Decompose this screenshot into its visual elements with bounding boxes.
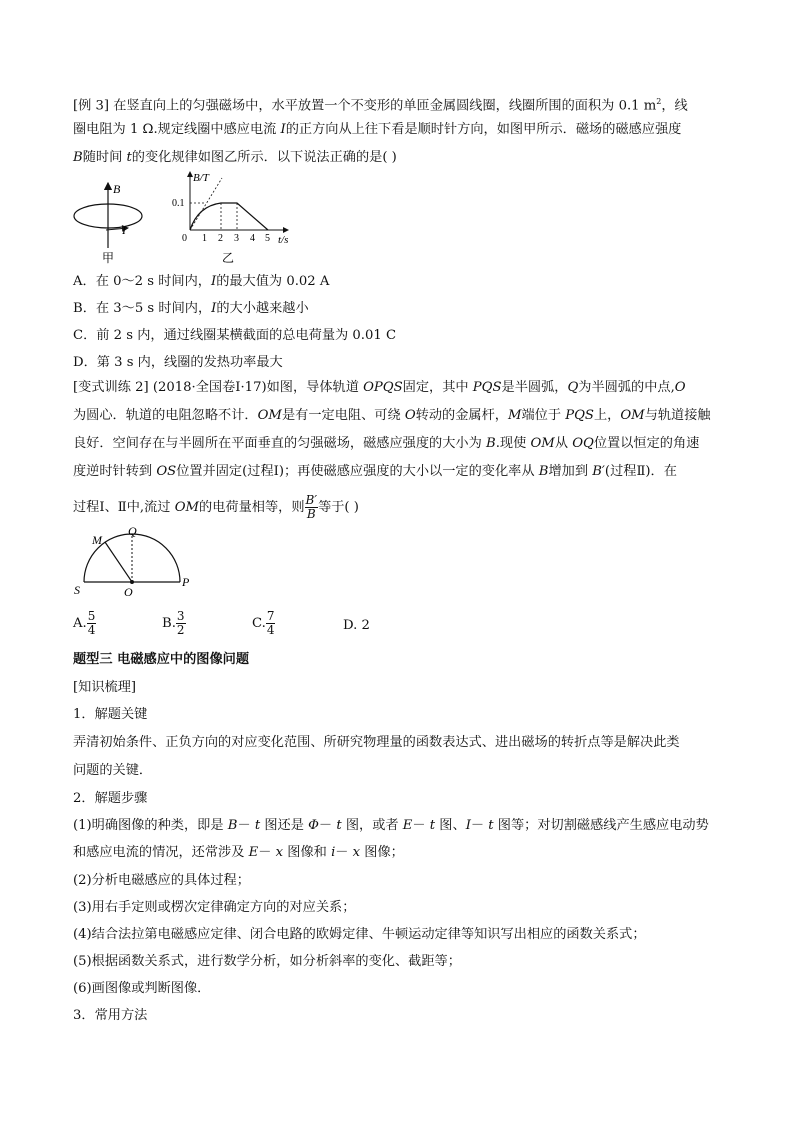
superscript: 2 bbox=[656, 97, 662, 106]
item2-title: 2．解题步骤 bbox=[73, 791, 148, 806]
bt-curve bbox=[190, 203, 268, 230]
option-text: 的最大值为 0.02 A bbox=[216, 274, 330, 289]
label-Q: Q bbox=[128, 524, 137, 538]
symbol: PQS bbox=[472, 380, 502, 395]
option-fraction bbox=[87, 610, 97, 637]
rod-om bbox=[105, 542, 132, 582]
fraction-numerator: 3 bbox=[176, 609, 185, 623]
caption-jia: 甲 bbox=[102, 251, 115, 265]
coil-figure bbox=[70, 178, 160, 263]
option-letter: C. bbox=[252, 616, 266, 631]
step-text: － bbox=[237, 818, 255, 833]
fraction-denominator: 2 bbox=[176, 623, 185, 637]
x-tick: 4 bbox=[250, 233, 255, 244]
variant-text: 从 bbox=[554, 436, 573, 451]
step-text: － bbox=[318, 818, 337, 833]
semicircle-figure bbox=[70, 524, 190, 600]
variant-text: .现使 bbox=[495, 436, 531, 451]
variant-text: 转动的金属杆， bbox=[415, 408, 508, 423]
variant-text: 度逆时针转到 bbox=[73, 464, 157, 479]
fraction-numerator: B′ bbox=[305, 493, 318, 507]
symbol: O bbox=[674, 380, 686, 395]
symbol: Φ bbox=[308, 818, 319, 833]
step2: (2)分析电磁感应的具体过程； bbox=[73, 873, 250, 888]
symbol: OM bbox=[257, 408, 282, 423]
variant-text: 位置并固定(过程Ⅰ)；再使磁感应强度的大小以一定的变化率从 bbox=[176, 464, 539, 479]
fraction-numerator: 5 bbox=[87, 609, 96, 623]
symbol: B bbox=[486, 436, 496, 451]
variant-text: 是半圆弧， bbox=[501, 380, 568, 395]
step-text: 图等；对切割磁感线产生感应电动势 bbox=[493, 818, 709, 833]
variant-text: 固定，其中 bbox=[402, 380, 473, 395]
step4: (4)结合法拉第电磁感应定律、闭合电路的欧姆定律、牛顿运动定律等知识写出相应的函数关系式； bbox=[73, 927, 646, 942]
symbol: M bbox=[507, 408, 522, 423]
option-letter: B. bbox=[162, 616, 176, 631]
label-M: M bbox=[92, 533, 102, 547]
example3-option-b bbox=[73, 299, 309, 319]
label-I: I bbox=[122, 223, 126, 237]
variant-text: 良好．空间存在与半圆所在平面垂直的匀强磁场，磁感应强度的大小为 bbox=[73, 436, 487, 451]
fraction-numerator: 7 bbox=[266, 609, 275, 623]
x-tick: 3 bbox=[234, 233, 239, 244]
variant2-line5 bbox=[73, 494, 359, 521]
x-tick: 2 bbox=[218, 233, 223, 244]
symbol: OM bbox=[530, 436, 555, 451]
label-O: O bbox=[124, 585, 133, 599]
example3-line3 bbox=[73, 148, 397, 168]
example3-line2 bbox=[73, 120, 681, 140]
item1-text-line1: 弄清初始条件、正负方向的对应变化范围、所研究物理量的函数表达式、进出磁场的转折点等是解决此类 bbox=[73, 735, 680, 750]
caption-yi: 乙 bbox=[222, 251, 235, 265]
variant-text: 位置以恒定的角速 bbox=[593, 436, 700, 451]
step6: (6)画图像或判断图像． bbox=[73, 981, 211, 996]
variant-text: 与轨道接触 bbox=[644, 408, 711, 423]
example3-text: 的变化规律如图乙所示．以下说法正确的是( ) bbox=[131, 150, 397, 165]
step-text: － bbox=[470, 818, 489, 833]
y-axis-label: B/T bbox=[193, 172, 209, 184]
variant2-line1 bbox=[73, 378, 686, 398]
x-tick: 5 bbox=[265, 233, 270, 244]
example3-option-a bbox=[73, 272, 329, 292]
step-text: 图还是 bbox=[260, 818, 309, 833]
ratio-fraction bbox=[305, 494, 319, 521]
symbol: OM bbox=[620, 408, 645, 423]
example3-text: 的正方向从上往下看是顺时针方向，如图甲所示．磁场的磁感应强度 bbox=[285, 122, 682, 137]
item1-title: 1．解题关键 bbox=[73, 707, 148, 722]
option-letter: A. bbox=[73, 616, 87, 631]
knowledge-label: [知识梳理] bbox=[73, 680, 137, 695]
step3: (3)用右手定则或楞次定律确定方向的对应关系； bbox=[73, 900, 356, 915]
symbol: B bbox=[227, 818, 238, 833]
symbol: PQS bbox=[565, 408, 594, 423]
variant2-line4 bbox=[73, 462, 677, 482]
step-text: 图像； bbox=[360, 845, 404, 860]
symbol: B′ bbox=[592, 464, 605, 479]
example3-line1 bbox=[73, 92, 688, 116]
symbol-t: t bbox=[126, 150, 132, 165]
variant-text: 为圆心．轨道的电阻忽略不计． bbox=[73, 408, 258, 423]
example3-text: [例 3] 在竖直向上的匀强磁场中，水平放置一个不变形的单匝金属圆线圈，线圈所围的面积为 0.1 m bbox=[73, 98, 657, 114]
fraction-denominator: 4 bbox=[87, 623, 96, 637]
example3-text: 随时间 bbox=[82, 150, 127, 165]
step-text: 图，或者 bbox=[341, 818, 403, 833]
variant-text: 增加到 bbox=[548, 464, 593, 479]
step-text: － bbox=[412, 818, 430, 833]
variant-text: 过程Ⅰ、Ⅱ中,流过 bbox=[73, 500, 175, 515]
symbol: t bbox=[429, 818, 436, 833]
variant-text: [变式训练 2] (2018·全国卷Ⅰ·17)如图，导体轨道 bbox=[73, 380, 364, 395]
option-fraction bbox=[176, 610, 186, 637]
variant-text: 等于( ) bbox=[318, 500, 359, 515]
variant2-option-a bbox=[73, 610, 96, 637]
option-text: A．在 0～2 s 时间内， bbox=[73, 274, 211, 289]
symbol-I: I bbox=[210, 274, 217, 289]
step1-line2 bbox=[73, 843, 404, 863]
item1-text-line2: 问题的关键． bbox=[73, 763, 153, 778]
variant-text: 端位于 bbox=[521, 408, 566, 423]
symbol-I: I bbox=[280, 122, 286, 137]
variant2-line2 bbox=[73, 406, 711, 426]
step-text: 和感应电流的情况，还常涉及 bbox=[73, 845, 249, 860]
origin-label: 0 bbox=[182, 233, 187, 244]
example3-option-c: C．前 2 s 内，通过线圈某横截面的总电荷量为 0.01 C bbox=[73, 328, 397, 343]
label-B: B bbox=[113, 182, 121, 196]
symbol: E bbox=[248, 845, 259, 860]
variant2-line3 bbox=[73, 434, 699, 454]
symbol: O bbox=[404, 408, 416, 423]
symbol-B: B bbox=[73, 150, 83, 165]
example3-text: 圈电阻为 1 Ω.规定线圈中感应电流 bbox=[73, 122, 281, 137]
symbol: I bbox=[465, 818, 471, 833]
step-text: 图、 bbox=[435, 818, 466, 833]
symbol: t bbox=[336, 818, 342, 833]
bt-graph bbox=[170, 168, 300, 268]
example3-text: ，线 bbox=[661, 98, 688, 114]
symbol: Q bbox=[567, 380, 579, 395]
option-letter: D. bbox=[343, 618, 358, 633]
option-fraction bbox=[266, 610, 276, 637]
symbol: OPQS bbox=[363, 380, 403, 395]
variant2-option-c bbox=[252, 610, 275, 637]
step-text: － bbox=[335, 845, 353, 860]
section-heading: 题型三 电磁感应中的图像问题 bbox=[73, 652, 250, 667]
symbol-I: I bbox=[211, 301, 217, 316]
symbol: x bbox=[352, 845, 361, 860]
variant-text: 的电荷量相等，则 bbox=[199, 500, 305, 515]
x-tick: 1 bbox=[202, 233, 207, 244]
variant2-option-d bbox=[343, 616, 370, 636]
option-value: 2 bbox=[361, 618, 370, 633]
symbol: E bbox=[402, 818, 413, 833]
option-text: 的大小越来越小 bbox=[216, 301, 309, 316]
x-axis-label: t/s bbox=[278, 234, 289, 246]
label-S: S bbox=[74, 583, 80, 597]
symbol: x bbox=[275, 845, 284, 860]
step5: (5)根据函数关系式，进行数学分析，如分析斜率的变化、截距等； bbox=[73, 954, 461, 969]
symbol: i bbox=[331, 845, 336, 860]
step-text: － bbox=[258, 845, 276, 860]
symbol: B bbox=[538, 464, 549, 479]
step1-line1 bbox=[73, 816, 709, 836]
variant-text: (过程Ⅱ)．在 bbox=[604, 464, 677, 479]
label-P: P bbox=[182, 575, 190, 589]
step-text: 图像和 bbox=[283, 845, 332, 860]
symbol: OM bbox=[174, 500, 200, 515]
symbol: OQ bbox=[572, 436, 594, 451]
pivot-o bbox=[130, 580, 134, 584]
item3-title: 3．常用方法 bbox=[73, 1008, 148, 1023]
example3-option-d: D．第 3 s 内，线圈的发热功率最大 bbox=[73, 355, 283, 370]
option-text: B．在 3～5 s 时间内， bbox=[73, 301, 212, 316]
variant-text: 上， bbox=[593, 408, 621, 423]
variant2-option-b bbox=[162, 610, 186, 637]
fraction-denominator: 4 bbox=[266, 623, 275, 637]
fraction-denominator: B bbox=[306, 507, 316, 521]
y-tick-label: 0.1 bbox=[172, 198, 185, 209]
variant-text: 为半圆弧的中点, bbox=[578, 380, 675, 395]
symbol: t bbox=[488, 818, 494, 833]
symbol: OS bbox=[156, 464, 177, 479]
step-text: (1)明确图像的种类，即是 bbox=[73, 818, 228, 833]
variant-text: 是有一定电阻、可绕 bbox=[281, 408, 405, 423]
symbol: t bbox=[254, 818, 261, 833]
